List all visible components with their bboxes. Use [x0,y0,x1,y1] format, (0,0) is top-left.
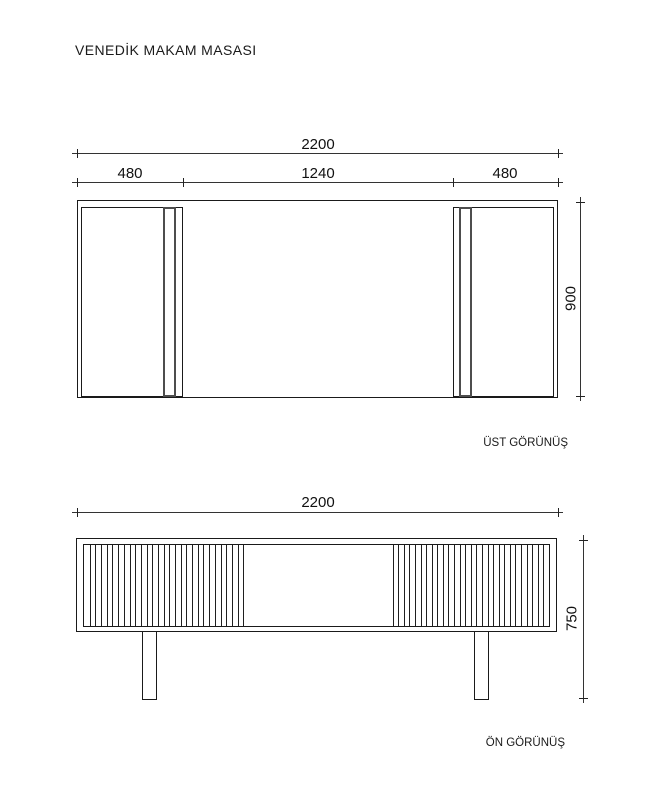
slat-line [147,545,148,626]
dimension-tick [579,698,588,699]
dim-label-2200-front: 2200 [301,494,335,511]
dimension-tick [579,540,588,541]
dimension-line [583,535,584,703]
slat-line [415,545,416,626]
slat-line [443,545,444,626]
front-view-left-leg [142,631,157,700]
dimension-tick [558,149,559,158]
slat-line [164,545,165,626]
front-view [0,460,655,810]
slat-line [448,545,449,626]
slat-line [437,545,438,626]
slat-line [510,545,511,626]
slat-line [169,545,170,626]
front-view-right-leg [474,631,489,700]
slat-line [460,545,461,626]
dim-label-750: 750 [563,605,581,632]
dimension-tick [576,396,585,397]
slat-line [215,545,216,626]
slat-line [393,545,394,626]
slat-line [101,545,102,626]
slat-line [226,545,227,626]
top-view-right-pedestal-groove [459,207,472,397]
slat-line [221,545,222,626]
slat-line [538,545,539,626]
slat-line [465,545,466,626]
dimension-tick [576,202,585,203]
slat-line [152,545,153,626]
slat-line [476,545,477,626]
slat-line [232,545,233,626]
dimension-tick [77,149,78,158]
slat-line [181,545,182,626]
slat-line [198,545,199,626]
dimension-tick [453,178,454,187]
slat-line [209,545,210,626]
slat-line [409,545,410,626]
dim-label-480-left: 480 [117,165,143,182]
front-view-face-panel [83,544,550,627]
top-view-left-pedestal-groove [163,207,176,397]
slat-line [543,545,544,626]
slat-line [404,545,405,626]
slat-line [158,545,159,626]
slat-line [186,545,187,626]
slat-line [90,545,91,626]
slat-line [515,545,516,626]
slat-line [499,545,500,626]
dim-label-2200-top: 2200 [301,136,335,153]
slat-line [112,545,113,626]
slat-line [398,545,399,626]
slat-line [432,545,433,626]
slat-line [203,545,204,626]
dim-label-900: 900 [562,285,580,312]
top-view-label: ÜST GÖRÜNÜŞ [483,437,568,449]
dim-label-1240: 1240 [301,165,335,182]
slat-line [454,545,455,626]
slat-line [521,545,522,626]
front-view-left-slat-panel [84,545,249,626]
front-view-label: ÖN GÖRÜNÜŞ [485,737,565,749]
slat-line [493,545,494,626]
slat-line [238,545,239,626]
slat-line [504,545,505,626]
dim-label-480-right: 480 [492,165,518,182]
dimension-line [72,153,563,154]
dimension-line [580,197,581,401]
dimension-tick [558,178,559,187]
dimension-tick [558,508,559,517]
slat-line [135,545,136,626]
slat-line [95,545,96,626]
dimension-tick [77,178,78,187]
slat-line [175,545,176,626]
slat-line [482,545,483,626]
slat-line [426,545,427,626]
front-view-right-slat-panel [387,545,549,626]
slat-line [107,545,108,626]
slat-line [471,545,472,626]
dimension-line [72,182,563,183]
slat-line [532,545,533,626]
slat-line [118,545,119,626]
slat-line [141,545,142,626]
slat-line [527,545,528,626]
slat-line [124,545,125,626]
drawing-title: VENEDİK MAKAM MASASI [75,42,257,58]
dimension-tick [77,508,78,517]
dimension-line [72,512,563,513]
slat-line [130,545,131,626]
slat-line [421,545,422,626]
slat-line [243,545,244,626]
slat-line [488,545,489,626]
dimension-tick [183,178,184,187]
slat-line [192,545,193,626]
